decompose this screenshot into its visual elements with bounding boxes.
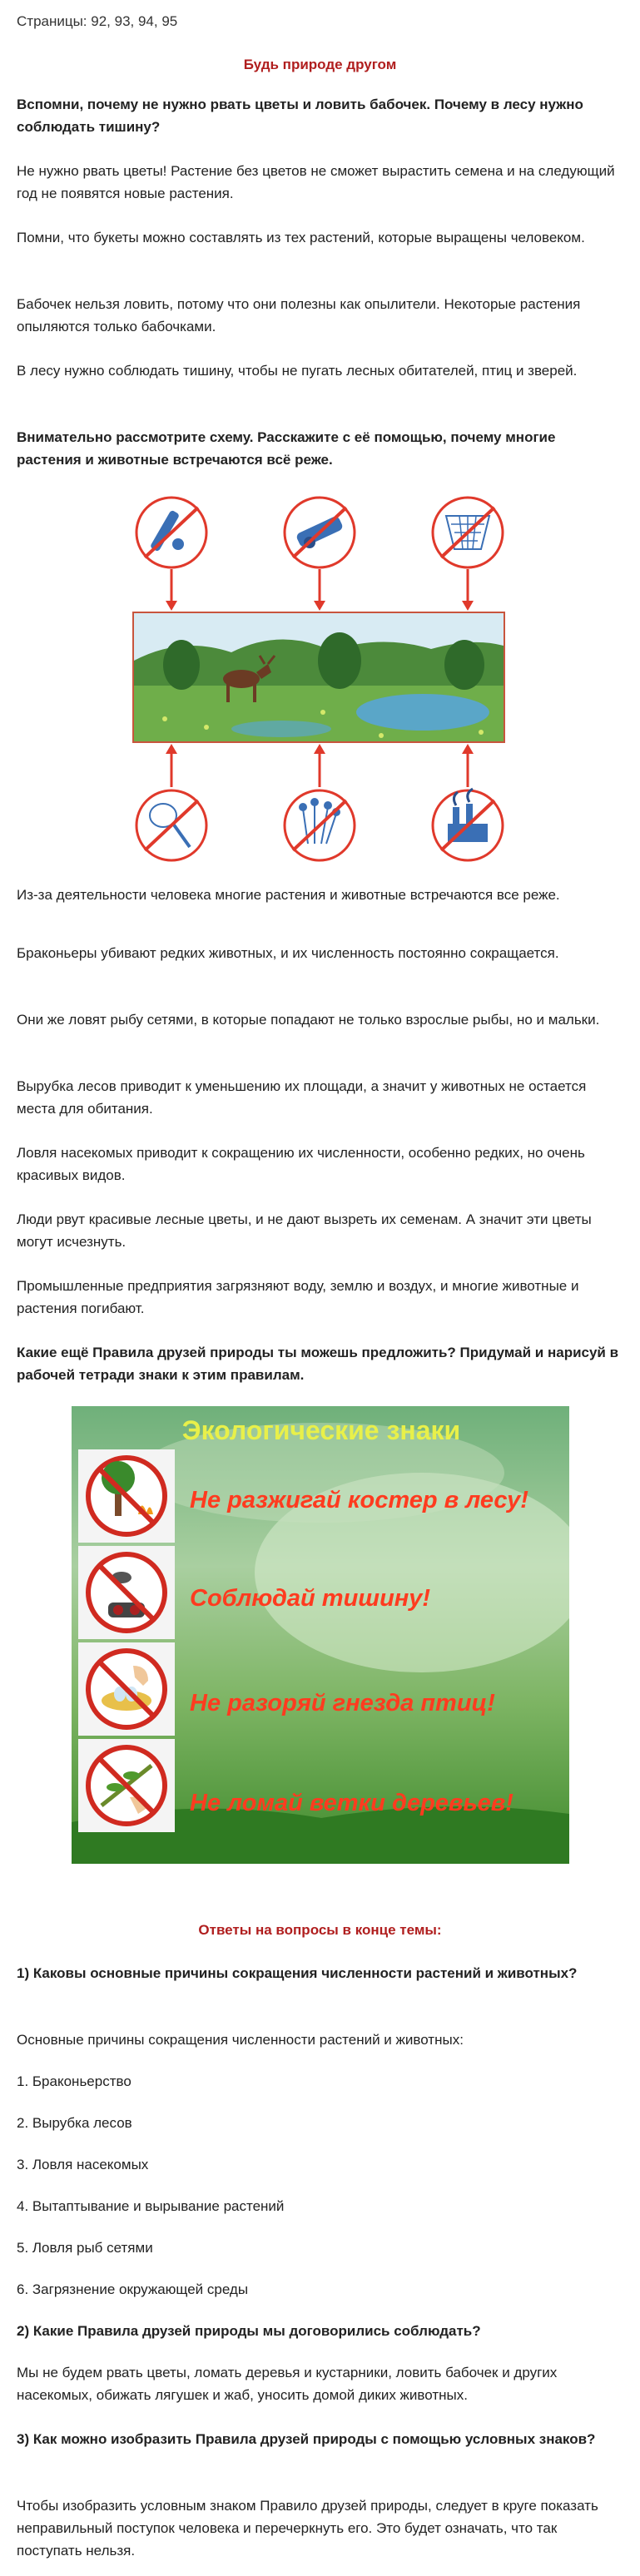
list-item: 6. Загрязнение окружающей среды — [17, 2281, 249, 2297]
sign-keep-quiet-text: Соблюдай тишину! — [190, 1585, 431, 1612]
question-1: Вспомни, почему не нужно рвать цветы и ловить бабочек. Почему в лесу нужно соблюдать тишину? — [17, 97, 583, 135]
answer-question-2-text: Мы не будем рвать цветы, ломать деревья и кустарники, ловить бабочек и других насекомых, обижать лягушек и жаб, уносить домой диких животных. — [17, 2365, 558, 2403]
answer-question-1-intro: Основные причины сокращения численности растений и животных: — [17, 2032, 464, 2048]
sign-no-nest-destroying — [78, 1642, 175, 1736]
answer-2-p5: Ловля насекомых приводит к сокращению их численности, особенно редких, но очень красивых видов. — [17, 1145, 585, 1183]
factory-pollution-icon — [433, 789, 503, 860]
answer-question-2: 2) Какие Правила друзей природы мы договорились соблюдать? — [17, 2323, 481, 2339]
answers-title: Ответы на вопросы в конце темы: — [198, 1922, 442, 1938]
human-impact-schema — [131, 494, 508, 865]
pages-label: Страницы: 92, 93, 94, 95 — [17, 13, 178, 29]
butterfly-net-icon — [136, 790, 206, 860]
answer-1-p3: Бабочек нельзя ловить, потому что они полезны как опылители. Некоторые растения опыляются только бабочками. — [17, 296, 581, 334]
sign-keep-quiet — [78, 1546, 175, 1639]
poacher-gun-icon — [136, 498, 206, 567]
answer-2-p6: Люди рвут красивые лесные цветы, и не дают вызреть их семенам. А значит эти цветы могут исчезнуть. — [17, 1211, 592, 1250]
list-item: 5. Ловля рыб сетями — [17, 2240, 153, 2256]
sign-no-nest-destroying-text: Не разоряй гнезда птиц! — [190, 1690, 495, 1717]
eco-signs-poster — [72, 1406, 569, 1864]
poster-heading: Экологические знаки — [181, 1415, 461, 1445]
answer-2-p2: Браконьеры убивают редких животных, и их численность постоянно сокращается. — [17, 945, 559, 961]
answer-2-p3: Они же ловят рыбу сетями, в которые попадают не только взрослые рыбы, но и мальки. — [17, 1012, 600, 1028]
answer-question-3-text: Чтобы изобразить условным знаком Правило друзей природы, следует в круге показать неправильный поступок человека и перечеркнуть его. Это будет означать, что так поступать нельзя. — [17, 2498, 598, 2559]
fishing-net-icon — [433, 498, 503, 567]
sign-no-breaking-branches-text: Не ломай ветки деревьев! — [190, 1790, 513, 1816]
sign-no-campfire-text: Не разжигай костер в лесу! — [190, 1487, 528, 1513]
answer-question-1: 1) Каковы основные причины сокращения численности растений и животных? — [17, 1965, 578, 1981]
answer-1-p1: Не нужно рвать цветы! Растение без цветов не сможет вырастить семена и на следующий год не появятся новые растения. — [17, 163, 615, 201]
answer-2-p4: Вырубка лесов приводит к уменьшению их площади, а значит у животных не остается места для обитания. — [17, 1078, 587, 1117]
flower-picking-icon — [285, 790, 355, 860]
article-title: Будь природе другом — [243, 57, 397, 72]
nature-landscape-image — [133, 612, 504, 742]
list-item: 2. Вырубка лесов — [17, 2115, 132, 2131]
question-3: Какие ещё Правила друзей природы ты можешь предложить? Придумай и нарисуй в рабочей тетради знаки к этим правилам. — [17, 1345, 619, 1383]
sign-no-breaking-branches — [78, 1739, 175, 1832]
list-item: 3. Ловля насекомых — [17, 2157, 149, 2172]
answer-1-p2: Помни, что букеты можно составлять из тех растений, которые выращены человеком. — [17, 230, 585, 245]
sign-no-campfire — [78, 1449, 175, 1543]
question-2: Внимательно рассмотрите схему. Расскажите с её помощью, почему многие растения и животные встречаются всё реже. — [17, 429, 556, 468]
answer-1-p4: В лесу нужно соблюдать тишину, чтобы не пугать лесных обитателей, птиц и зверей. — [17, 363, 578, 379]
answer-question-3: 3) Как можно изобразить Правила друзей природы с помощью условных знаков? — [17, 2431, 596, 2447]
answer-2-p7: Промышленные предприятия загрязняют воду, землю и воздух, и многие животные и растения погибают. — [17, 1278, 579, 1316]
chainsaw-icon — [285, 498, 355, 567]
list-item: 4. Вытаптывание и вырывание растений — [17, 2198, 285, 2214]
answer-2-p1: Из-за деятельности человека многие растения и животные встречаются все реже. — [17, 887, 560, 903]
list-item: 1. Браконьерство — [17, 2073, 131, 2089]
